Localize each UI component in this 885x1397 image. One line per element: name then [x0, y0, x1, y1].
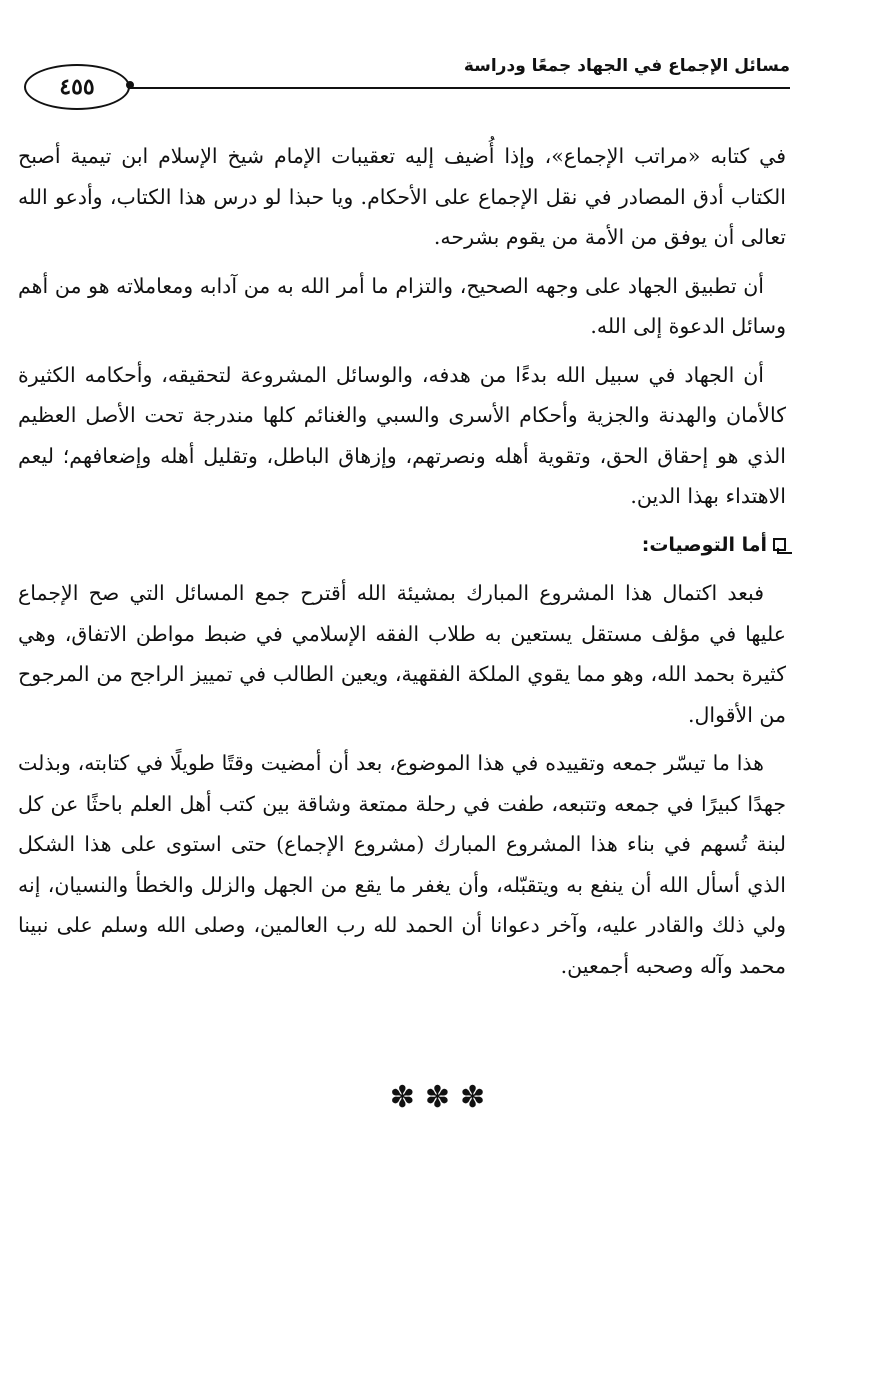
paragraph: أن الجهاد في سبيل الله بدءًا من هدفه، والوسائل المشروعة لتحقيقه، وأحكامه الكثيرة كالأمان والهدنة والجزية وأحكام الأسرى والسبي والغنائم كلها مندرجة تحت الأصل العظيم الذي هو إحقاق الحق، وتقوية أهله ونصرتهم، وإزهاق الباطل، وتقليل أهله وإضعافهم؛ ليعم الاهتداء بهذا الدين.: [18, 362, 786, 508]
page-number: ٤٥٥: [24, 64, 130, 110]
closing-ornament: ✽✽✽: [389, 1080, 496, 1115]
square-bullet-icon: [773, 538, 786, 551]
section-heading-text: أما التوصيات:: [641, 533, 767, 556]
paragraph: فبعد اكتمال هذا المشروع المبارك بمشيئة الله أقترح جمع المسائل التي صح الإجماع عليها في مؤلف مستقل يستعين به طلاب الفقه الإسلامي في ضبط مواطن الاتفاق، وهي كثيرة بحمد الله، وهو مما يقوي الملكة الفقهية، ويعين الطالب في تمييز الراجح من المرجوح من الأقوال.: [18, 581, 786, 727]
paragraph: أن تطبيق الجهاد على وجهه الصحيح، والتزام ما أمر الله به من آدابه ومعاملاته هو من أهم وسائل الدعوة إلى الله.: [18, 273, 786, 338]
paragraph: هذا ما تيسّر جمعه وتقييده في هذا الموضوع، بعد أن أمضيت وقتًا طويلًا في كتابته، وبذلت جهدًا كبيرًا في جمعه وتتبعه، طفت في رحلة ممتعة وشاقة بين كتب أهل العلم باحثًا عن كل لبنة تُسهم في بناء هذا المشروع المبارك (مشروع الإجماع) حتى استوى على هذا الشكل الذي أسأل الله أن ينفع به ويتقبّله، وأن يغفر ما يقع من الجهل والزلل والخطأ والنسيان، إنه ولي ذلك والقادر عليه، وآخر دعوانا أن الحمد لله رب العالمين، وصلى الله وسلم على نبينا محمد وآله وصحبه أجمعين.: [18, 751, 786, 978]
page-body: [18, 136, 786, 994]
header-rule: [114, 87, 790, 89]
paragraph-continuation: في كتابه «مراتب الإجماع»، وإذا أُضيف إليه تعقيبات الإمام شيخ الإسلام ابن تيمية أصبح الكتاب أدق المصادر في نقل الإجماع على الأحكام. ويا حبذا لو درس هذا الكتاب، وأدعو الله تعالى أن يوفق من الأمة من يقوم بشرحه.: [18, 144, 786, 249]
section-heading: [18, 525, 786, 566]
running-title: مسائل الإجماع في الجهاد جمعًا ودراسة: [463, 56, 790, 76]
page-header: [20, 50, 790, 130]
